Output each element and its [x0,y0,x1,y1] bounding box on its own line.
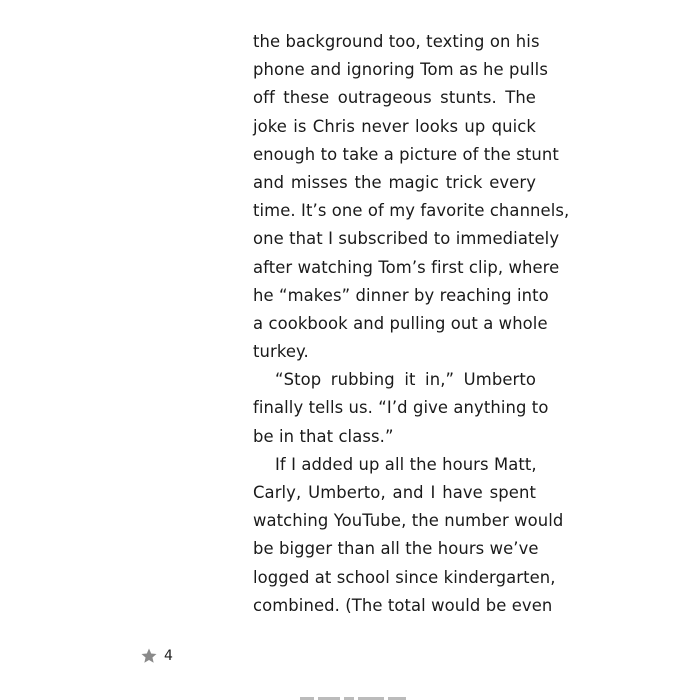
text-line: joke is Chris never looks up quick [253,116,536,136]
text-line: turkey. [253,342,309,362]
text-line: the background too, texting on his [253,32,540,51]
cropped-footer-text [300,694,410,700]
page-number: 4 [164,648,173,664]
body-text [253,28,570,620]
text-line: Carly, Umberto, and I have spent [253,483,536,502]
text-line: If I added up all the hours Matt, [275,454,537,474]
text-line: watching YouTube, the number would [253,511,564,531]
text-line: off these outrageous stunts. The [253,88,536,108]
text-line: one that I subscribed to immediately [253,229,560,249]
text-line: phone and ignoring Tom as he pulls [253,60,548,80]
text-line: finally tells us. “I’d give anything to [253,398,549,418]
text-line: “Stop rubbing it in,” Umberto [275,370,536,390]
text-line: after watching Tom’s first clip, where [253,257,560,277]
text-line: enough to take a picture of the stunt [253,144,559,164]
text-line: he “makes” dinner by reaching into [253,285,549,305]
text-line: and misses the magic trick every [253,172,536,192]
text-line: logged at school since kindergarten, [253,567,556,587]
text-line: time. It’s one of my favorite channels, [253,201,570,221]
text-line: be in that class.” [253,426,394,446]
text-line: combined. (The total would be even [253,595,553,615]
text-line: be bigger than all the hours we’ve [253,539,539,559]
page-footer [140,646,173,666]
star-icon [140,647,158,665]
text-line: a cookbook and pulling out a whole [253,313,548,333]
